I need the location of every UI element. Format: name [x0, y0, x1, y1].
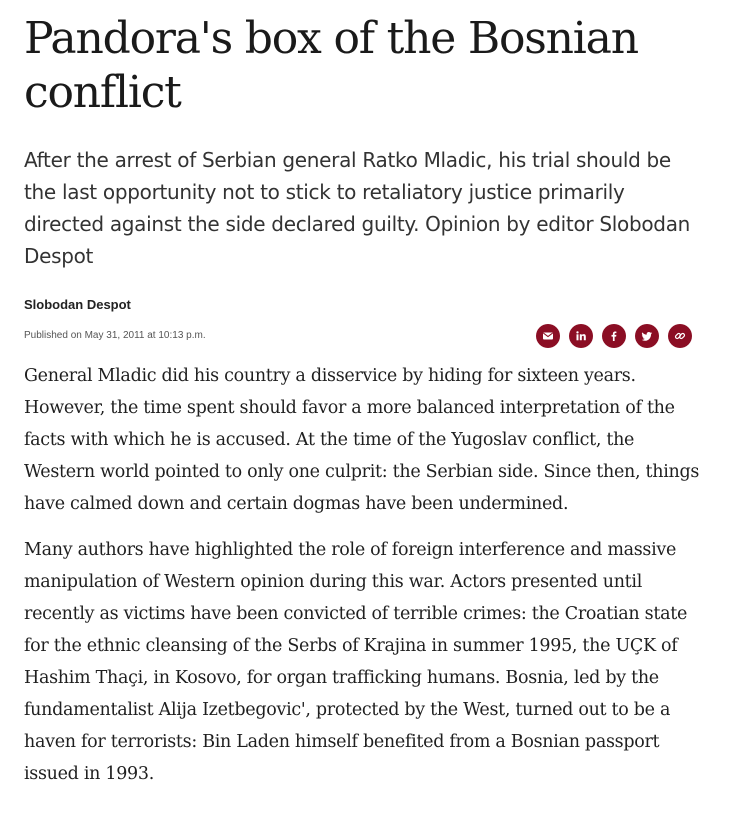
link-icon — [674, 330, 686, 342]
share-twitter-button[interactable] — [635, 324, 659, 348]
share-bar — [536, 324, 692, 348]
share-linkedin-button[interactable] — [569, 324, 593, 348]
article-paragraph: General Mladic did his country a disservice by hiding for sixteen years. However, the time spent should favor a more balanced interpretation of the facts with which he is accused. At the time of the Yugoslav conflict, the Western world pointed to only one culprit: the Serbian side. Since then, things have calmed down and certain dogmas have been undermined. — [24, 366, 700, 514]
published-date: Published on May 31, 2011 at 10:13 p.m. — [24, 330, 206, 341]
share-facebook-button[interactable] — [602, 324, 626, 348]
meta-row — [24, 318, 704, 350]
article-lead: After the arrest of Serbian general Ratko Mladic, his trial should be the last opportunity not to stick to retaliatory justice primarily directed against the side declared guilty. Opinion by editor Slobodan Despot — [24, 148, 691, 268]
share-email-button[interactable] — [536, 324, 560, 348]
share-link-button[interactable] — [668, 324, 692, 348]
article — [24, 0, 704, 790]
author-byline[interactable]: Slobodan Despot — [24, 297, 131, 312]
article-paragraph: Many authors have highlighted the role of foreign interference and massive manipulation of Western opinion during this war. Actors presented until recently as victims have been convicted of terrible crimes: the Croatian state for the ethnic cleansing of the Serbs of Krajina in summer 1995, the UÇK of Hashim Thaçi, in Kosovo, for organ trafficking humans. Bosnia, led by the fundamentalist Alija Izetbegovic', protected by the West, turned out to be a haven for terrorists: Bin Laden himself benefited from a Bosnian passport issued in 1993. — [24, 540, 688, 784]
email-icon — [542, 330, 554, 342]
article-headline: Pandora's box of the Bosnian conflict — [24, 13, 638, 118]
facebook-icon — [608, 330, 620, 342]
linkedin-icon — [575, 330, 587, 342]
twitter-icon — [641, 330, 653, 342]
